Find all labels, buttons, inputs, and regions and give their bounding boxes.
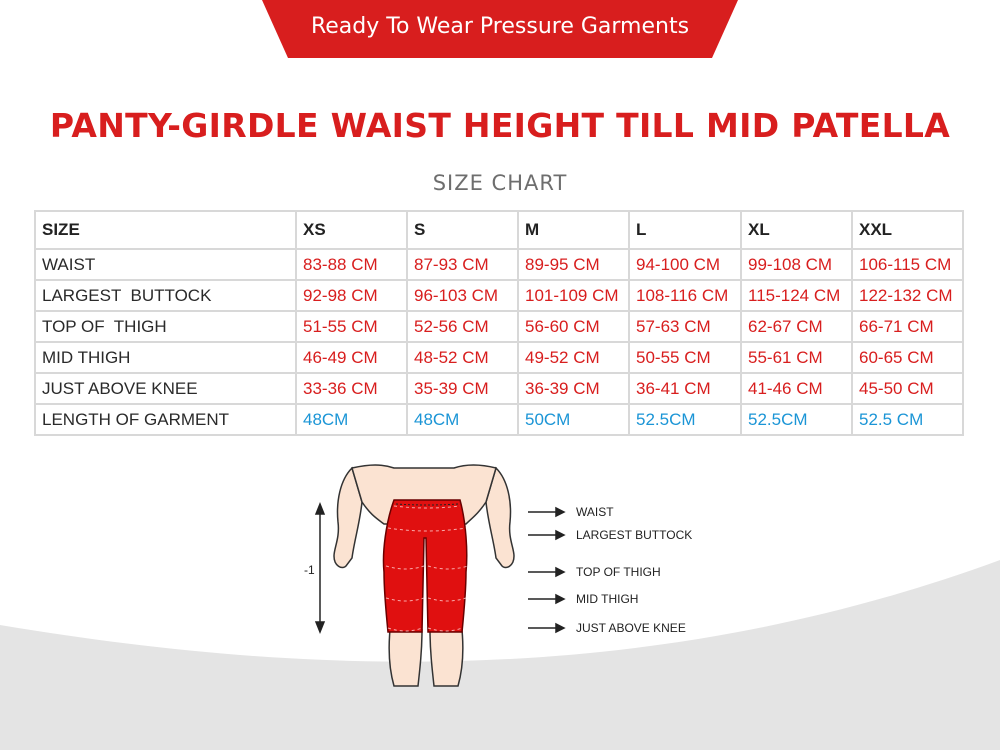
label-top-of-thigh: TOP OF THIGH — [576, 565, 661, 579]
row-label: TOP OF THIGH — [35, 311, 296, 342]
table-cell: 94-100 CM — [629, 249, 741, 280]
table-cell: 52.5 CM — [852, 404, 963, 435]
table-cell: 89-95 CM — [518, 249, 629, 280]
row-label: LENGTH OF GARMENT — [35, 404, 296, 435]
header-l: L — [629, 211, 741, 249]
table-cell: 101-109 CM — [518, 280, 629, 311]
table-row-waist — [35, 249, 963, 280]
label-waist: WAIST — [576, 505, 614, 519]
table-cell: 122-132 CM — [852, 280, 963, 311]
table-header-row — [35, 211, 963, 249]
table-cell: 57-63 CM — [629, 311, 741, 342]
table-cell: 46-49 CM — [296, 342, 407, 373]
label-mid-thigh: MID THIGH — [576, 592, 639, 606]
table-cell: 36-39 CM — [518, 373, 629, 404]
table-cell: 50-55 CM — [629, 342, 741, 373]
table-row-top-of-thigh — [35, 311, 963, 342]
table-cell: 41-46 CM — [741, 373, 852, 404]
label-just-above-knee: JUST ABOVE KNEE — [576, 621, 686, 635]
table-cell: 48CM — [296, 404, 407, 435]
table-cell: 56-60 CM — [518, 311, 629, 342]
table-cell: 45-50 CM — [852, 373, 963, 404]
table-cell: 115-124 CM — [741, 280, 852, 311]
label-largest-buttock: LARGEST BUTTOCK — [576, 528, 693, 542]
table-cell: 35-39 CM — [407, 373, 518, 404]
table-cell: 83-88 CM — [296, 249, 407, 280]
table-cell: 52-56 CM — [407, 311, 518, 342]
table-row-just-above-knee — [35, 373, 963, 404]
size-chart-heading: SIZE CHART — [432, 171, 568, 195]
table-row-mid-thigh — [35, 342, 963, 373]
table-cell: 99-108 CM — [741, 249, 852, 280]
table-cell: 52.5CM — [629, 404, 741, 435]
table-cell: 55-61 CM — [741, 342, 852, 373]
table-cell: 108-116 CM — [629, 280, 741, 311]
body-illustration — [290, 462, 730, 692]
table-cell: 33-36 CM — [296, 373, 407, 404]
table-row-largest-buttock — [35, 280, 963, 311]
page-title: PANTY-GIRDLE WAIST HEIGHT TILL MID PATELLA — [49, 106, 951, 145]
table-cell: 49-52 CM — [518, 342, 629, 373]
header-banner — [262, 0, 738, 58]
header-m: M — [518, 211, 629, 249]
header-xl: XL — [741, 211, 852, 249]
table-cell: 92-98 CM — [296, 280, 407, 311]
row-label: WAIST — [35, 249, 296, 280]
table-cell: 87-93 CM — [407, 249, 518, 280]
table-cell: 106-115 CM — [852, 249, 963, 280]
size-chart-table — [34, 210, 964, 436]
header-s: S — [407, 211, 518, 249]
row-label: JUST ABOVE KNEE — [35, 373, 296, 404]
header-size: SIZE — [35, 211, 296, 249]
length-label: -1 — [304, 563, 315, 577]
table-cell: 52.5CM — [741, 404, 852, 435]
header-xxl: XXL — [852, 211, 963, 249]
banner-text: Ready To Wear Pressure Garments — [310, 14, 690, 39]
table-cell: 48CM — [407, 404, 518, 435]
row-label: MID THIGH — [35, 342, 296, 373]
table-cell: 48-52 CM — [407, 342, 518, 373]
table-cell: 62-67 CM — [741, 311, 852, 342]
table-cell: 36-41 CM — [629, 373, 741, 404]
garment-diagram — [290, 462, 730, 692]
table-cell: 60-65 CM — [852, 342, 963, 373]
table-row-length-of-garment — [35, 404, 963, 435]
table-cell: 96-103 CM — [407, 280, 518, 311]
header-xs: XS — [296, 211, 407, 249]
row-label: LARGEST BUTTOCK — [35, 280, 296, 311]
table-cell: 51-55 CM — [296, 311, 407, 342]
table-cell: 50CM — [518, 404, 629, 435]
table-cell: 66-71 CM — [852, 311, 963, 342]
